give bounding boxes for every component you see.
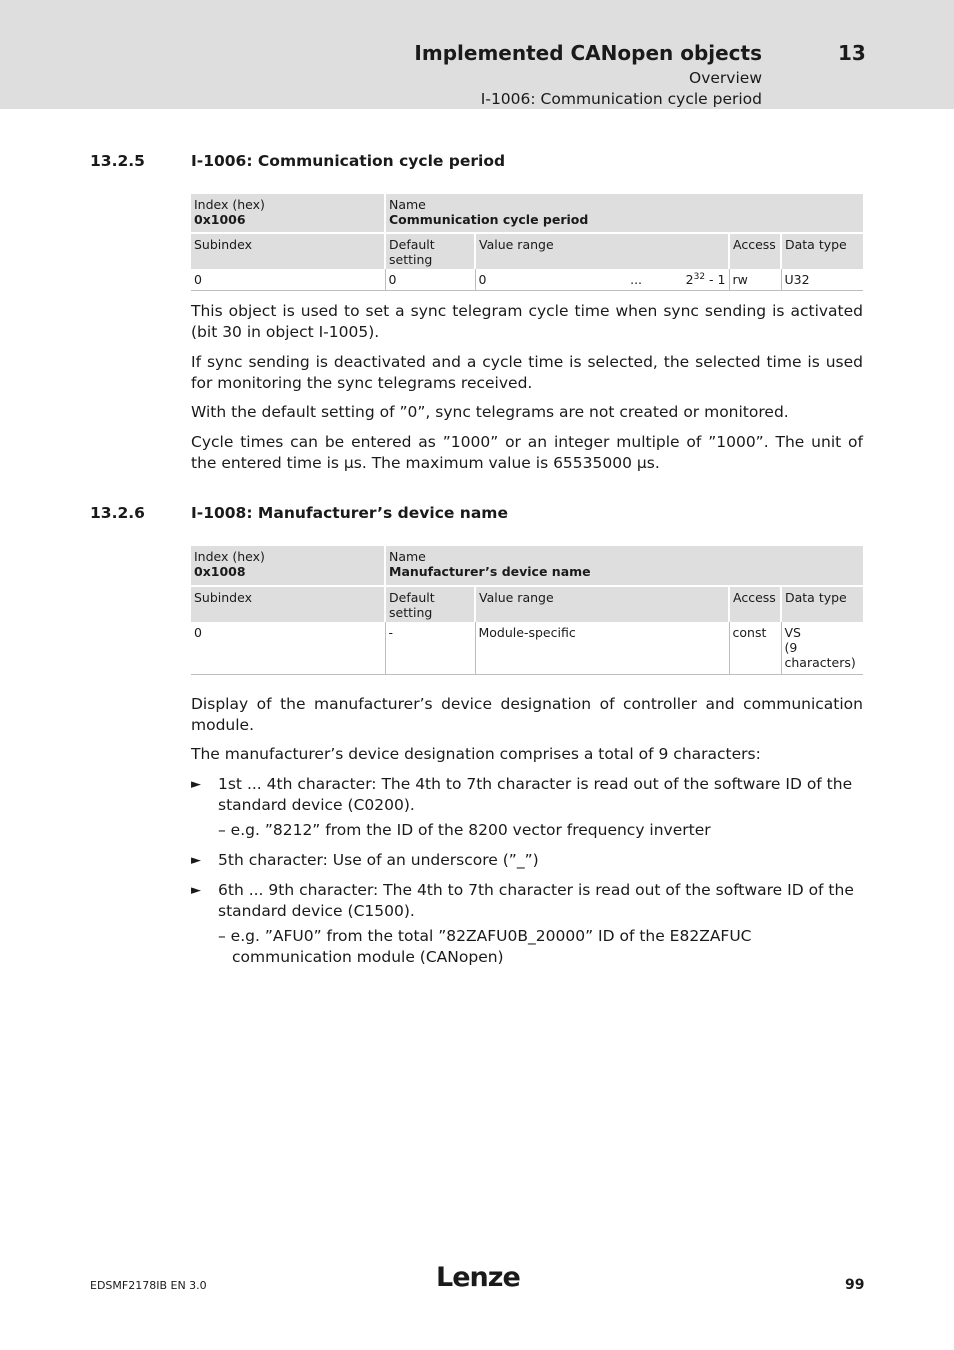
range-dots: ...	[630, 272, 643, 287]
section-number: 13.2.6	[90, 504, 145, 522]
bullet-arrow-icon: ►	[191, 777, 201, 792]
paragraph: If sync sending is deactivated and a cycle time is selected, the selected time is used for monitoring the sync telegrams received.	[191, 353, 863, 392]
header-value-range: Value range	[475, 233, 729, 269]
cell-subindex: 0	[191, 622, 385, 674]
header-data-type: Data type	[781, 233, 863, 269]
range-max-tail: - 1	[705, 272, 726, 287]
cell-subindex: 0	[191, 269, 385, 290]
header-access: Access	[729, 586, 781, 622]
name-value: Manufacturer’s device name	[389, 564, 591, 579]
object-table-1006	[191, 194, 863, 291]
data-type-line: (9	[784, 640, 798, 655]
header-data-type: Data type	[781, 586, 863, 622]
paragraph: Cycle times can be entered as ”1000” or an integer multiple of ”1000”. The unit of the entered time is µs. The maximum value is 65535000 µs.	[191, 433, 863, 472]
document-id: EDSMF2178IB EN 3.0	[90, 1279, 207, 1292]
page-number: 99	[845, 1277, 865, 1293]
cell-data-type	[781, 622, 863, 674]
index-value: 0x1006	[194, 212, 246, 227]
cell-data-type: U32	[781, 269, 863, 290]
range-min: 0	[478, 272, 487, 287]
header-default: Default setting	[385, 233, 475, 269]
bullet-arrow-icon: ►	[191, 883, 201, 898]
bullet-subtext-line: communication module (CANopen)	[232, 948, 504, 966]
section-title: I-1008: Manufacturer’s device name	[191, 504, 508, 522]
section-title: I-1006: Communication cycle period	[191, 152, 506, 170]
name-label: Name	[389, 197, 426, 212]
paragraph: With the default setting of ”0”, sync telegrams are not created or monitored.	[191, 403, 789, 421]
header-subtitle-section: I-1006: Communication cycle period	[480, 90, 762, 108]
header-subtitle-overview: Overview	[689, 69, 762, 87]
bullet-arrow-icon: ►	[191, 853, 201, 868]
range-max-exp: 32	[693, 271, 706, 282]
paragraph: This object is used to set a sync telegram cycle time when sync sending is activated (bit 30 in object I-1005).	[191, 302, 863, 341]
chapter-title: Implemented CANopen objects	[414, 41, 762, 65]
header-subindex: Subindex	[191, 233, 385, 269]
cell-default: 0	[385, 269, 475, 290]
cell-value-range: Module-specific	[475, 622, 729, 674]
bullet-text: 6th ... 9th character: The 4th to 7th character is read out of the software ID of the standard device (C1500).	[218, 881, 854, 920]
header-value-range: Value range	[475, 586, 729, 622]
bullet-text: 5th character: Use of an underscore (”_”)	[218, 851, 539, 869]
name-label: Name	[389, 549, 426, 564]
index-cell	[191, 194, 385, 233]
bullet-subtext	[218, 926, 863, 968]
cell-access: const	[729, 622, 781, 674]
header-default: Default setting	[385, 586, 475, 622]
index-label: Index (hex)	[194, 197, 265, 212]
data-type-line: VS	[784, 625, 801, 640]
lenze-logo: Lenze	[436, 1262, 520, 1293]
bullet-subtext-line: – e.g. ”AFU0” from the total ”82ZAFU0B_20000” ID of the E82ZAFUC	[218, 927, 752, 945]
range-max-base: 2	[685, 272, 694, 287]
cell-access: rw	[729, 269, 781, 290]
cell-value-range	[475, 269, 729, 290]
name-cell	[385, 546, 863, 586]
bullet-subtext: – e.g. ”8212” from the ID of the 8200 vector frequency inverter	[218, 821, 711, 839]
paragraph: The manufacturer’s device designation comprises a total of 9 characters:	[191, 745, 761, 763]
cell-default: -	[385, 622, 475, 674]
section-number: 13.2.5	[90, 152, 145, 170]
header-access: Access	[729, 233, 781, 269]
name-cell	[385, 194, 863, 233]
name-value: Communication cycle period	[389, 212, 589, 227]
index-cell	[191, 546, 385, 586]
header-subindex: Subindex	[191, 586, 385, 622]
range-max	[686, 272, 726, 287]
object-table-1008	[191, 546, 863, 675]
paragraph: Display of the manufacturer’s device designation of controller and communication module.	[191, 695, 863, 734]
bullet-text: 1st ... 4th character: The 4th to 7th character is read out of the software ID of the standard device (C0200).	[218, 775, 853, 814]
index-label: Index (hex)	[194, 549, 265, 564]
data-type-line: characters)	[784, 655, 856, 670]
chapter-number: 13	[838, 41, 866, 65]
index-value: 0x1008	[194, 564, 246, 579]
